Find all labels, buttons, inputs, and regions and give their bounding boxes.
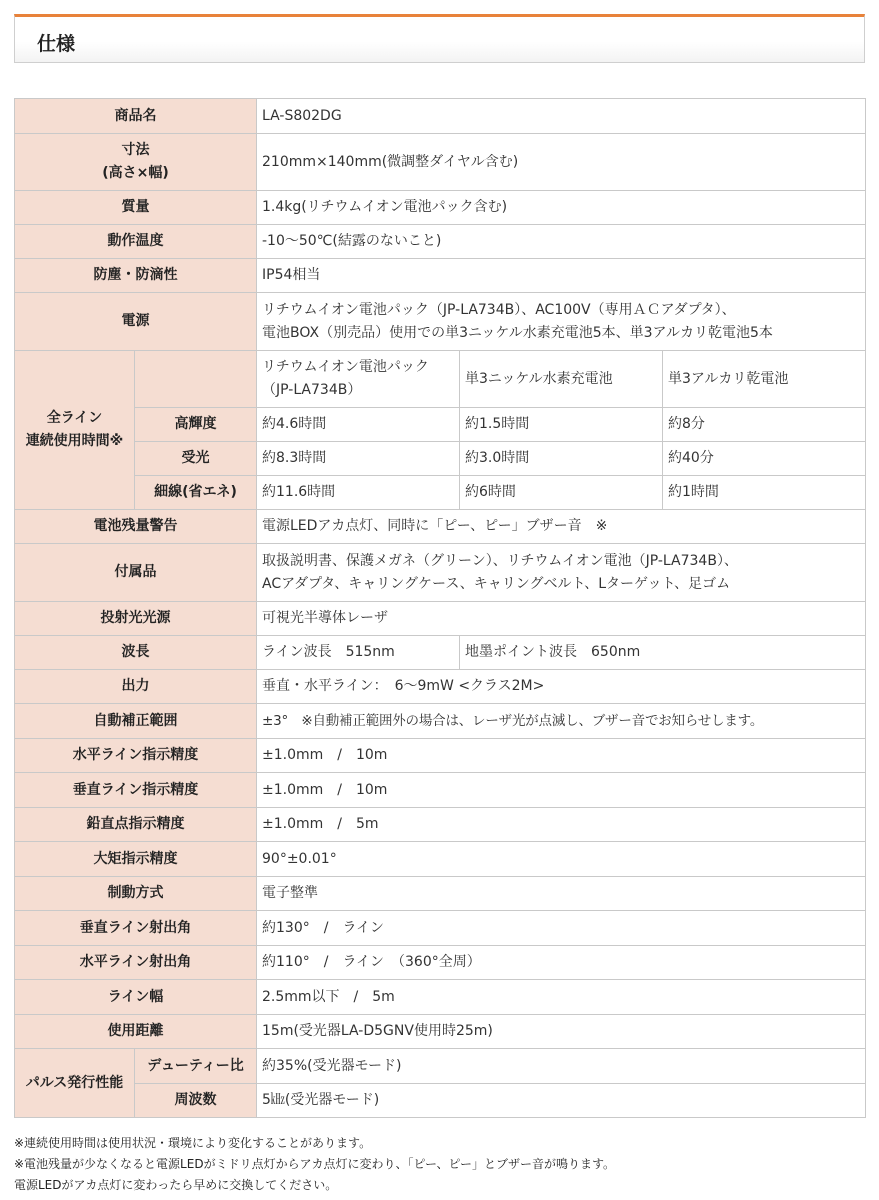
value-power-line1: リチウムイオン電池パック（JP-LA734B）、AC100V（専用ＡＣアダプタ）、: [262, 301, 736, 318]
table-row: [15, 946, 866, 980]
runtime-cell: 約1.5時間: [460, 408, 663, 442]
value-battery-warning: 電源LEDアカ点灯、同時に「ピー、ピー」ブザー音 ※: [257, 510, 866, 544]
label-v-accuracy: 垂直ライン指示精度: [15, 773, 257, 808]
footnote: ※連続使用時間は使用状況・環境により変化することがあります。: [14, 1136, 372, 1150]
table-row: [15, 704, 866, 739]
value-accessories-line1: 取扱説明書、保護メガネ（グリーン）、リチウムイオン電池（JP-LA734B）、: [262, 552, 738, 569]
table-row: [15, 442, 866, 476]
label-auto-range: 自動補正範囲: [15, 704, 257, 739]
footnotes: [14, 1133, 615, 1196]
runtime-cell: 約3.0時間: [460, 442, 663, 476]
value-ip: IP54相当: [257, 259, 866, 293]
value-wavelength-line: ライン波長 515nm: [257, 636, 460, 670]
runtime-cell: 約1時間: [663, 476, 866, 510]
table-row: [15, 808, 866, 842]
label-runtime: [15, 351, 135, 510]
table-row: [15, 602, 866, 636]
table-row: [15, 99, 866, 134]
value-dimensions: 210mm×140mm(微調整ダイヤル含む): [257, 134, 866, 191]
value-h-angle: 約110° / ライン （360°全周）: [257, 946, 866, 980]
label-output: 出力: [15, 670, 257, 704]
label-accessories: 付属品: [15, 544, 257, 602]
runtime-col-lithium-line1: リチウムイオン電池パック: [262, 359, 429, 375]
runtime-cell: 約6時間: [460, 476, 663, 510]
runtime-cell: 約40分: [663, 442, 866, 476]
section-header: [14, 14, 865, 63]
label-h-accuracy: 水平ライン指示精度: [15, 739, 257, 773]
runtime-col-lithium-line2: （JP-LA734B）: [262, 382, 362, 398]
value-power-line2: 電池BOX（別売品）使用での単3ニッケル水素充電池5本、単3アルカリ乾電池5本: [262, 324, 773, 341]
value-output: 垂直・水平ライン： 6～9mW <クラス2M>: [257, 670, 866, 704]
table-row: [15, 510, 866, 544]
value-pulse-freq: 5㎑(受光器モード): [257, 1084, 866, 1118]
runtime-cell: 約8.3時間: [257, 442, 460, 476]
table-row: [15, 739, 866, 773]
table-row: [15, 670, 866, 704]
label-dimensions: [15, 134, 257, 191]
value-accessories: [257, 544, 866, 602]
footnote: 電源LEDがアカ点灯に変わったら早めに交換してください。: [14, 1178, 338, 1192]
value-product-name: LA-S802DG: [257, 99, 866, 134]
label-v-angle: 垂直ライン射出角: [15, 911, 257, 946]
value-distance: 15m(受光器LA-D5GNV使用時25m): [257, 1015, 866, 1049]
label-dimensions-line2: (高さ×幅): [102, 165, 169, 181]
table-row: [15, 773, 866, 808]
table-row: [15, 877, 866, 911]
label-line-width: ライン幅: [15, 980, 257, 1015]
runtime-col-alkaline: 単3アルカリ乾電池: [663, 351, 866, 408]
runtime-row-label: 高輝度: [135, 408, 257, 442]
table-row: [15, 911, 866, 946]
value-power: [257, 293, 866, 351]
label-h-angle: 水平ライン射出角: [15, 946, 257, 980]
table-row: [15, 293, 866, 351]
table-row: [15, 134, 866, 191]
spec-table: [14, 98, 866, 1118]
value-plumb-accuracy: ±1.0mm / 5m: [257, 808, 866, 842]
value-wavelength-point: 地墨ポイント波長 650nm: [460, 636, 866, 670]
runtime-row-label: 受光: [135, 442, 257, 476]
runtime-cell: 約4.6時間: [257, 408, 460, 442]
label-battery-warning: 電池残量警告: [15, 510, 257, 544]
label-light-source: 投射光光源: [15, 602, 257, 636]
value-h-accuracy: ±1.0mm / 10m: [257, 739, 866, 773]
runtime-col-nimh: 単3ニッケル水素充電池: [460, 351, 663, 408]
value-square-accuracy: 90°±0.01°: [257, 842, 866, 877]
runtime-row-label: 細線(省エネ): [135, 476, 257, 510]
table-row: [15, 408, 866, 442]
table-row: [15, 476, 866, 510]
label-distance: 使用距離: [15, 1015, 257, 1049]
label-product-name: 商品名: [15, 99, 257, 134]
table-row: [15, 1084, 866, 1118]
label-pulse: パルス発行性能: [15, 1049, 135, 1118]
label-ip: 防塵・防滴性: [15, 259, 257, 293]
label-damping: 制動方式: [15, 877, 257, 911]
table-row: [15, 544, 866, 602]
footnote: ※電池残量が少なくなると電源LEDがミドリ点灯からアカ点灯に変わり、「ピー、ピー」とブザー音が鳴ります。: [14, 1157, 616, 1171]
runtime-col-lithium: [257, 351, 460, 408]
value-light-source: 可視光半導体レーザ: [257, 602, 866, 636]
table-row: [15, 259, 866, 293]
value-line-width: 2.5mm以下 / 5m: [257, 980, 866, 1015]
table-row: [15, 1015, 866, 1049]
value-v-accuracy: ±1.0mm / 10m: [257, 773, 866, 808]
label-wavelength: 波長: [15, 636, 257, 670]
table-row: [15, 980, 866, 1015]
value-weight: 1.4kg(リチウムイオン電池パック含む): [257, 191, 866, 225]
label-pulse-duty: デューティー比: [135, 1049, 257, 1084]
runtime-corner: [135, 351, 257, 408]
label-runtime-line1: 全ライン: [46, 410, 103, 426]
label-weight: 質量: [15, 191, 257, 225]
section-title: 仕様: [37, 33, 76, 55]
value-damping: 電子整準: [257, 877, 866, 911]
table-row: [15, 1049, 866, 1084]
runtime-cell: 約11.6時間: [257, 476, 460, 510]
label-temp: 動作温度: [15, 225, 257, 259]
value-auto-range: ±3° ※自動補正範囲外の場合は、レーザ光が点滅し、ブザー音でお知らせします。: [257, 704, 866, 739]
table-row: [15, 351, 866, 408]
table-row: [15, 636, 866, 670]
runtime-cell: 約8分: [663, 408, 866, 442]
label-runtime-line2: 連続使用時間※: [25, 433, 124, 449]
table-row: [15, 191, 866, 225]
label-pulse-freq: 周波数: [135, 1084, 257, 1118]
value-temp: -10～50℃(結露のないこと): [257, 225, 866, 259]
label-plumb-accuracy: 鉛直点指示精度: [15, 808, 257, 842]
label-square-accuracy: 大矩指示精度: [15, 842, 257, 877]
value-accessories-line2: ACアダプタ、キャリングケース、キャリングベルト、Lターゲット、足ゴム: [262, 575, 731, 592]
value-pulse-duty: 約35%(受光器モード): [257, 1049, 866, 1084]
label-power: 電源: [15, 293, 257, 351]
value-v-angle: 約130° / ライン: [257, 911, 866, 946]
table-row: [15, 842, 866, 877]
table-row: [15, 225, 866, 259]
label-dimensions-line1: 寸法: [121, 142, 150, 158]
